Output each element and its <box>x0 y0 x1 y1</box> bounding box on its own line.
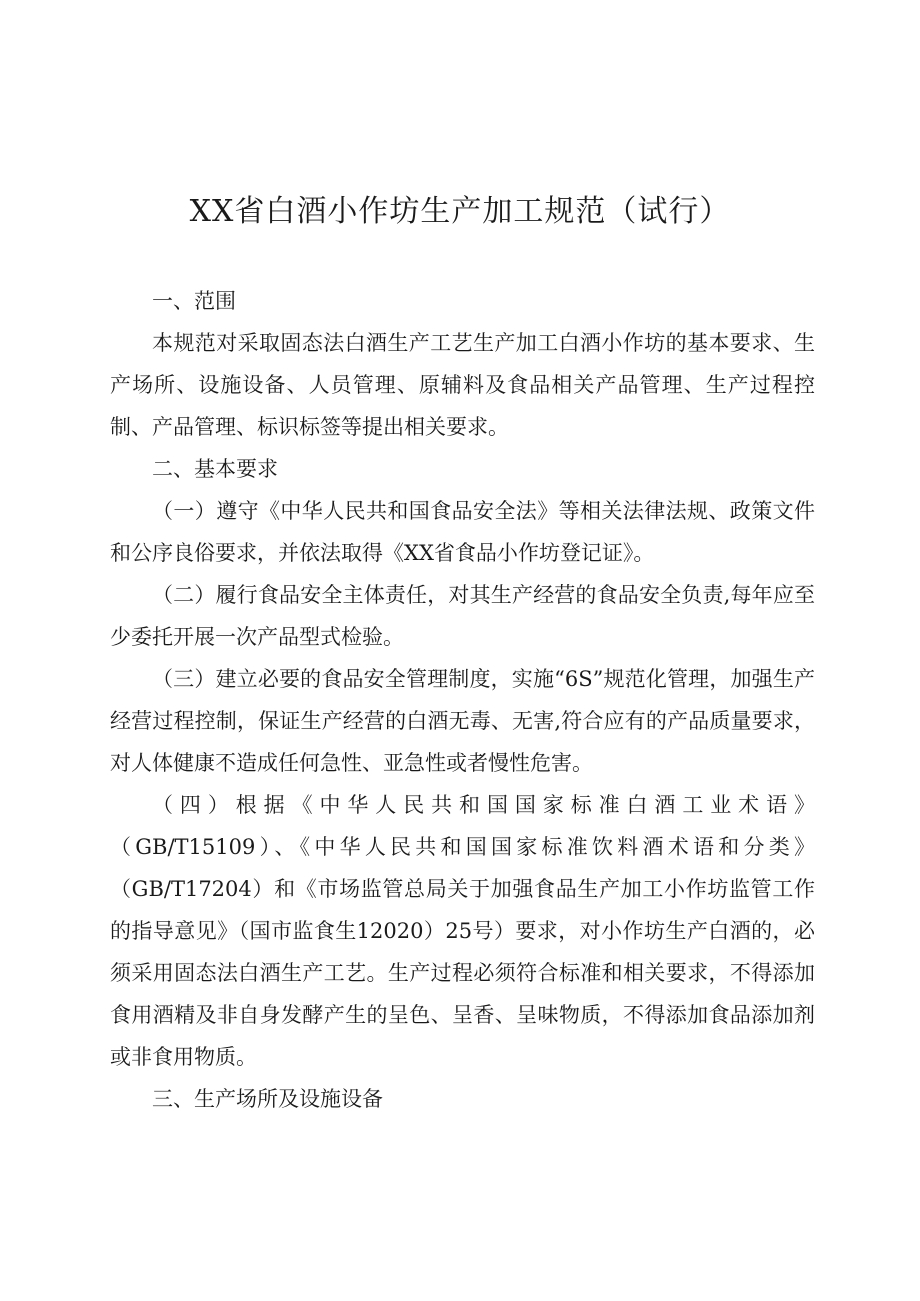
section-heading-facilities: 三、生产场所及设施设备 <box>152 1087 383 1111</box>
document-body <box>110 280 815 1120</box>
page-title: XX省白酒小作坊生产加工规范（试行） <box>189 194 731 229</box>
paragraph-requirement-2: （二）履行食品安全主体责任，对其生产经营的食品安全负责,每年应至少委托开展一次产品型式检验。 <box>110 583 815 649</box>
section-heading-scope: 一、范围 <box>152 289 236 313</box>
section-heading-basic-requirements: 二、基本要求 <box>152 457 278 481</box>
paragraph-requirement-1: （一）遵守《中华人民共和国食品安全法》等相关法律法规、政策文件和公序良俗要求，并依法取得《XX省食品小作坊登记证》。 <box>110 499 815 565</box>
paragraph-requirement-4: （四）根据《中华人民共和国国家标准白酒工业术语》（GB/T15109）、《中华人民共和国国家标准饮料酒术语和分类》（GB/T17204）和《市场监管总局关于加强食品生产加工小作坊监管工作的指导意见》（国市监食生12020）25号）要求，对小作坊生产白酒的，必须采用固态法白酒生产工艺。生产过程必须符合标准和相关要求，不得添加食用酒精及非自身发酵产生的呈色、呈香、呈味物质，不得添加食品添加剂或非食用物质。 <box>110 793 815 1069</box>
paragraph-requirement-3: （三）建立必要的食品安全管理制度，实施“6S”规范化管理，加强生产经营过程控制，保证生产经营的白酒无毒、无害,符合应有的产品质量要求，对人体健康不造成任何急性、亚急性或者慢性危害。 <box>110 667 815 775</box>
paragraph-scope: 本规范对采取固态法白酒生产工艺生产加工白酒小作坊的基本要求、生产场所、设施设备、人员管理、原辅料及食品相关产品管理、生产过程控制、产品管理、标识标签等提出相关要求。 <box>110 331 815 439</box>
